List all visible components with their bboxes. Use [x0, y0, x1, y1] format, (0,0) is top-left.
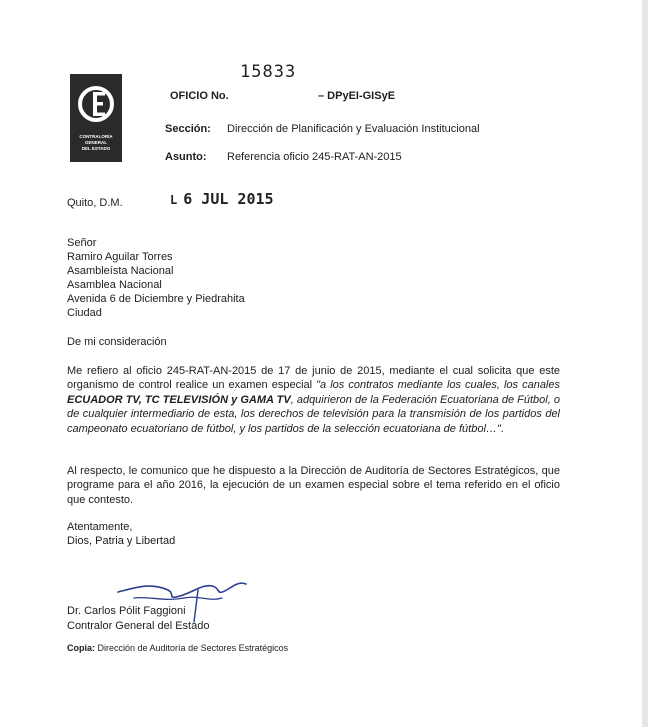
stamp-mark-icon: L [170, 193, 178, 207]
recipient-line: Asambleísta Nacional [67, 265, 174, 277]
seccion-label: Sección: [165, 123, 211, 135]
date-stamp [170, 190, 274, 208]
recipient-line: Asamblea Nacional [67, 279, 162, 291]
body-paragraph-1 [67, 364, 560, 436]
seccion-value: Dirección de Planificación y Evaluación Institucional [227, 123, 480, 135]
p1-quote-a: "a los contratos mediante los cuales, los canales [316, 379, 560, 392]
p1-end: . [500, 422, 504, 435]
recipient-line: Avenida 6 de Diciembre y Piedrahita [67, 293, 245, 305]
asunto-label: Asunto: [165, 151, 207, 163]
p1-quote-b: , adquirieron de la Federación Ecuatoriana de Fútbol, o de cualquier intermediario de esta, los derechos de televisión para la transmisión de los partidos del campeonato ecuatoriano de fútbol, y los partidos de la selección ecuatoriana de fútbol…" [67, 393, 560, 435]
recipient-line: Señor [67, 237, 97, 249]
copy-label: Copia: [67, 643, 95, 653]
signatory-title: Contralor General del Estado [67, 620, 210, 632]
logo-text [70, 134, 122, 152]
oficio-number-stamp: 15833 [240, 62, 297, 82]
closing-line-2: Dios, Patria y Libertad [67, 535, 176, 547]
oficio-label: OFICIO No. [170, 90, 229, 102]
handwritten-signature [110, 578, 250, 626]
logo-emblem-icon [76, 82, 116, 132]
date-place: Quito, D.M. [67, 197, 123, 209]
logo-line-2: GENERAL [84, 140, 107, 145]
date-stamp-text: 6 JUL 2015 [183, 190, 274, 208]
greeting: De mi consideración [67, 336, 167, 348]
copy-line [67, 643, 288, 653]
copy-value: Dirección de Auditoría de Sectores Estratégicos [97, 643, 289, 653]
asunto-value: Referencia oficio 245-RAT-AN-2015 [227, 151, 402, 163]
closing-line-1: Atentamente, [67, 521, 133, 533]
logo-line-1: CONTRALORÍA [79, 134, 113, 139]
p1-intro: Me refiero al oficio 245-RAT-AN-2015 de 17 de junio de 2015, mediante el cual solicita que este organismo de control realice un examen especial [67, 365, 560, 392]
body-paragraph-2: Al respecto, le comunico que he dispuesto a la Dirección de Auditoría de Sectores Estratégicos, que programe para el año 2016, la ejecución de un examen especial sobre el tema referido en el oficio que contesto. [67, 465, 560, 506]
page-edge [642, 0, 648, 727]
recipient-line: Ciudad [67, 307, 102, 319]
recipient-line: Ramiro Aguilar Torres [67, 251, 173, 263]
signatory-name: Dr. Carlos Pólit Faggioni [67, 605, 186, 617]
logo-line-3: DEL ESTADO [81, 146, 111, 151]
oficio-suffix: – DPyEI-GISyE [318, 90, 396, 102]
p1-quote-bold: ECUADOR TV, TC TELEVISIÓN y GAMA TV [67, 393, 291, 406]
contraloria-logo [70, 74, 122, 162]
